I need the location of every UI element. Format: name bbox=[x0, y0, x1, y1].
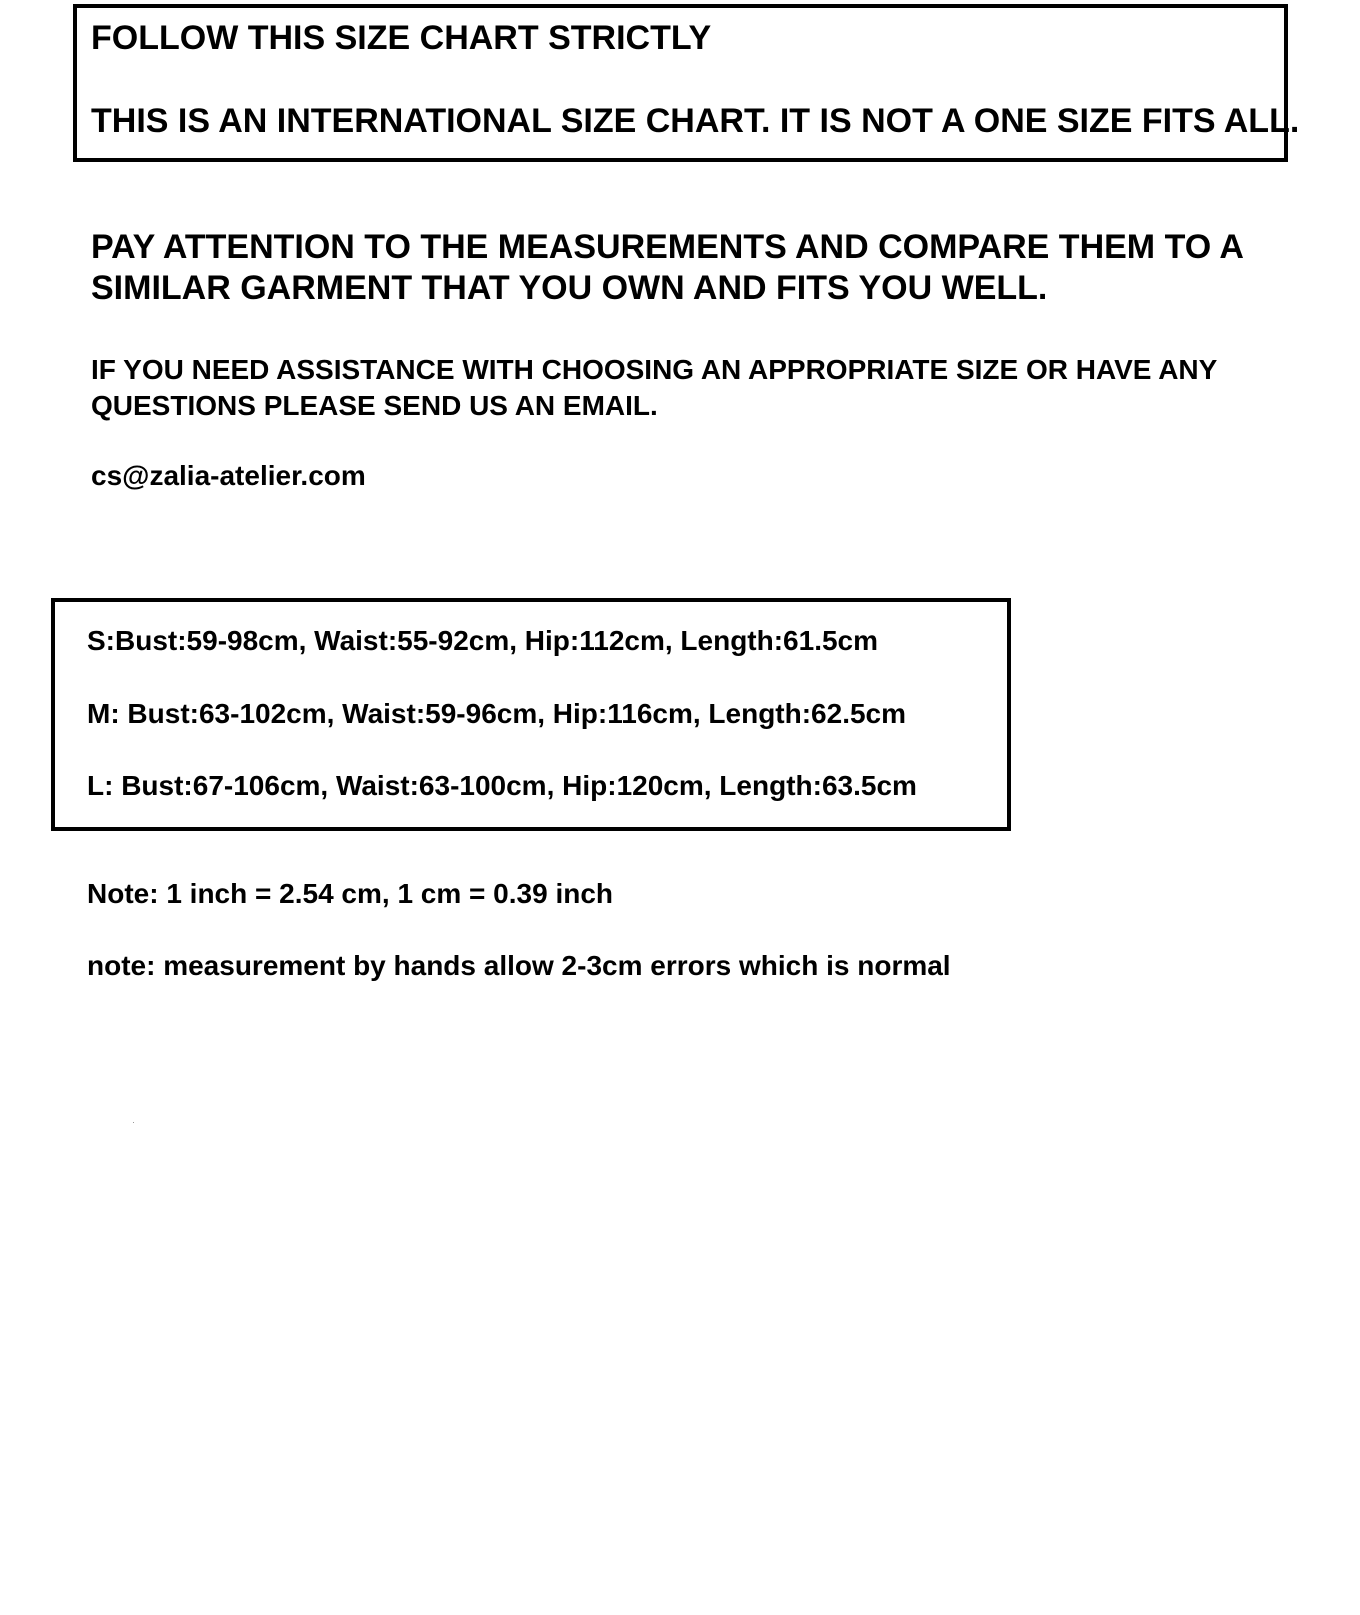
measurement-error-note: note: measurement by hands allow 2-3cm errors which is normal bbox=[87, 950, 951, 981]
assistance-line-1: IF YOU NEED ASSISTANCE WITH CHOOSING AN APPROPRIATE SIZE OR HAVE ANY bbox=[91, 354, 1218, 385]
size-row-s: S:Bust:59-98cm, Waist:55-92cm, Hip:112cm, Length:61.5cm bbox=[87, 625, 879, 656]
notice-international-size: THIS IS AN INTERNATIONAL SIZE CHART. IT IS NOT A ONE SIZE FITS ALL. bbox=[91, 102, 1300, 140]
size-row-l: L: Bust:67-106cm, Waist:63-100cm, Hip:120cm, Length:63.5cm bbox=[87, 770, 917, 801]
stray-dot bbox=[133, 1122, 134, 1123]
contact-email: cs@zalia-atelier.com bbox=[91, 460, 366, 491]
size-row-m: M: Bust:63-102cm, Waist:59-96cm, Hip:116cm, Length:62.5cm bbox=[87, 698, 907, 729]
assistance-line-2: QUESTIONS PLEASE SEND US AN EMAIL. bbox=[91, 390, 658, 421]
attention-line-1: PAY ATTENTION TO THE MEASUREMENTS AND COMPARE THEM TO A bbox=[91, 228, 1244, 266]
notice-heading: FOLLOW THIS SIZE CHART STRICTLY bbox=[91, 19, 712, 57]
unit-conversion-note: Note: 1 inch = 2.54 cm, 1 cm = 0.39 inch bbox=[87, 878, 614, 909]
attention-line-2: SIMILAR GARMENT THAT YOU OWN AND FITS YOU WELL. bbox=[91, 269, 1048, 307]
